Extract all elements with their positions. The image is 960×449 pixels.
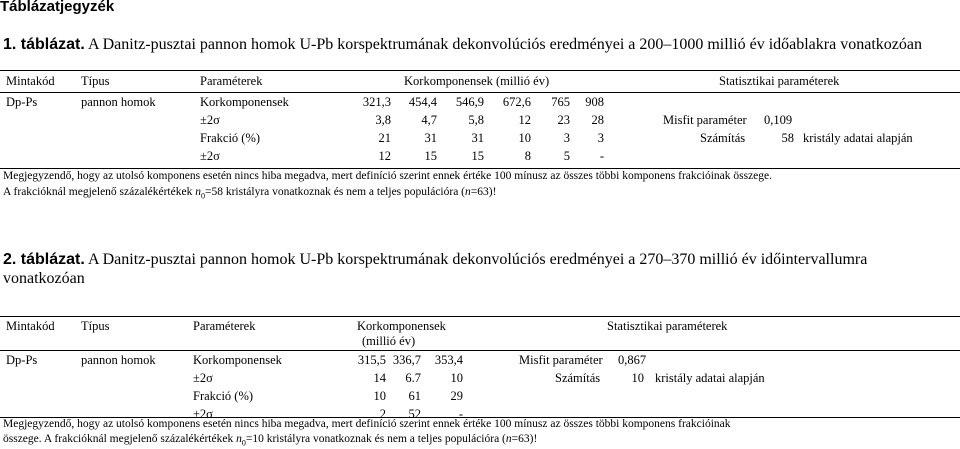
- table-cell: 14: [373, 371, 386, 385]
- table-cell: 4,7: [421, 113, 437, 127]
- table-cell: 10: [518, 131, 531, 145]
- table1-header-type: Típus: [81, 74, 110, 88]
- row-label: Frakció (%): [193, 389, 254, 403]
- table-cell: 29: [450, 389, 463, 403]
- table-cell: 672,6: [502, 95, 531, 109]
- table-cell: 3,8: [375, 113, 391, 127]
- table1-header-components: Korkomponensek (millió év): [404, 74, 550, 88]
- table-cell: 454,4: [408, 95, 437, 109]
- table-cell: 3: [563, 131, 570, 145]
- table-cell: 765: [551, 95, 570, 109]
- section-heading: Táblázatjegyzék: [0, 0, 115, 15]
- table1-top-rule: [0, 70, 960, 71]
- table-cell: 12: [518, 113, 531, 127]
- table2-top-rule: [0, 316, 960, 317]
- table1-bottom-rule: [0, 168, 960, 169]
- table2-header-type: Típus: [81, 319, 110, 333]
- row-label: Korkomponensek: [200, 95, 289, 109]
- table1-count-label: Számítás: [700, 131, 746, 145]
- row-label: ±2σ: [200, 113, 220, 127]
- table-cell: 52: [408, 407, 421, 421]
- table-cell: 15: [424, 149, 437, 163]
- table-cell: 3: [597, 131, 604, 145]
- table2-header-stats: Statisztikai paraméterek: [607, 319, 728, 333]
- table2-misfit-label: Misfit paraméter: [519, 353, 603, 367]
- table2-caption-line1: [3, 251, 867, 269]
- table-cell: 315,5: [357, 353, 386, 367]
- row-label: ±2σ: [193, 407, 213, 421]
- table-cell: 2: [379, 407, 386, 421]
- table2-note-line1: Megjegyzendő, hogy az utolsó komponens esetén nincs hiba megadva, mert definíció szerint ennek értéke 100 mínusz az összes többi komponens frakcióinak: [3, 418, 731, 430]
- table1-caption-text: A Danitz-pusztai pannon homok U-Pb korspektrumának dekonvolúciós eredményei a 200–1000 millió év időablakra vonatkozóan: [87, 36, 922, 53]
- row-label: ±2σ: [200, 149, 220, 163]
- table1-caption: [3, 36, 922, 54]
- table2-count-label: Számítás: [555, 371, 601, 385]
- table1-header-params: Paraméterek: [200, 74, 263, 88]
- table-cell: 5: [563, 149, 570, 163]
- table-cell: 31: [424, 131, 437, 145]
- table2-misfit-value: 0,867: [618, 353, 647, 367]
- table-cell: 31: [471, 131, 484, 145]
- table-cell: 61: [408, 389, 421, 403]
- table-cell: 353,4: [434, 353, 463, 367]
- table1-sample-code: Dp-Ps: [6, 95, 38, 109]
- row-label: ±2σ: [193, 371, 213, 385]
- table2-caption-line2: vonatkozóan: [3, 270, 85, 287]
- table1-caption-number: 1. táblázat.: [3, 36, 85, 53]
- table-cell: -: [458, 407, 463, 421]
- table2-header-components-line2: (millió év): [362, 334, 416, 348]
- table1-count-suffix: kristály adatai alapján: [803, 131, 913, 145]
- table2-header-params: Paraméterek: [193, 319, 256, 333]
- table-cell: 546,9: [455, 95, 484, 109]
- table-cell: 15: [471, 149, 484, 163]
- table2-sample-code: Dp-Ps: [6, 353, 38, 367]
- table1-header-stats: Statisztikai paraméterek: [719, 74, 840, 88]
- table-cell: 6.7: [405, 371, 421, 385]
- table1-header-rule: [0, 92, 960, 93]
- table2-note-line2: összege. A frakcióknál megjelenő százalékértékek $n_0=10$ kristályra vonatkoznak és nem a teljes populációra (n=63)!: [3, 433, 538, 448]
- table1-misfit-value: 0,109: [764, 113, 793, 127]
- table-cell: 23: [557, 113, 570, 127]
- table-cell: 12: [378, 149, 391, 163]
- table1-count-value: 58: [781, 131, 794, 145]
- table-cell: 5,8: [468, 113, 484, 127]
- table1-note-line1: Megjegyzendő, hogy az utolsó komponens esetén nincs hiba megadva, mert definíció szerint ennek értéke 100 mínusz az összes többi komponens frakcióinak összege.: [3, 170, 773, 182]
- table-cell: 336,7: [392, 353, 421, 367]
- table2-count-suffix: kristály adatai alapján: [655, 371, 765, 385]
- table2-sample-type: pannon homok: [81, 353, 156, 367]
- row-label: Korkomponensek: [193, 353, 282, 367]
- table2-count-value: 10: [631, 371, 644, 385]
- table1-misfit-label: Misfit paraméter: [663, 113, 747, 127]
- table1-note-line2: A frakcióknál megjelenő százalékértékek $n_0=58$ kristályra vonatkoznak és nem a teljes populációra (n=63)!: [3, 186, 497, 201]
- table2-header-rule: [0, 350, 960, 351]
- row-label: Frakció (%): [200, 131, 261, 145]
- table-cell: 28: [591, 113, 604, 127]
- table-cell: 8: [524, 149, 531, 163]
- table2-caption-text: A Danitz-pusztai pannon homok U-Pb korspektrumának dekonvolúciós eredményei a 270–370 millió év időintervallumra: [87, 251, 868, 268]
- table-cell: 10: [373, 389, 386, 403]
- table2-header-components-line1: Korkomponensek: [357, 319, 446, 333]
- table2-caption-number: 2. táblázat.: [3, 251, 85, 268]
- table1-sample-type: pannon homok: [81, 95, 156, 109]
- table-cell: 908: [585, 95, 604, 109]
- table1-header-code: Mintakód: [6, 74, 55, 88]
- table-cell: 21: [378, 131, 391, 145]
- table-cell: -: [599, 149, 604, 163]
- table-cell: 10: [450, 371, 463, 385]
- table2-header-code: Mintakód: [6, 319, 55, 333]
- table-cell: 321,3: [362, 95, 391, 109]
